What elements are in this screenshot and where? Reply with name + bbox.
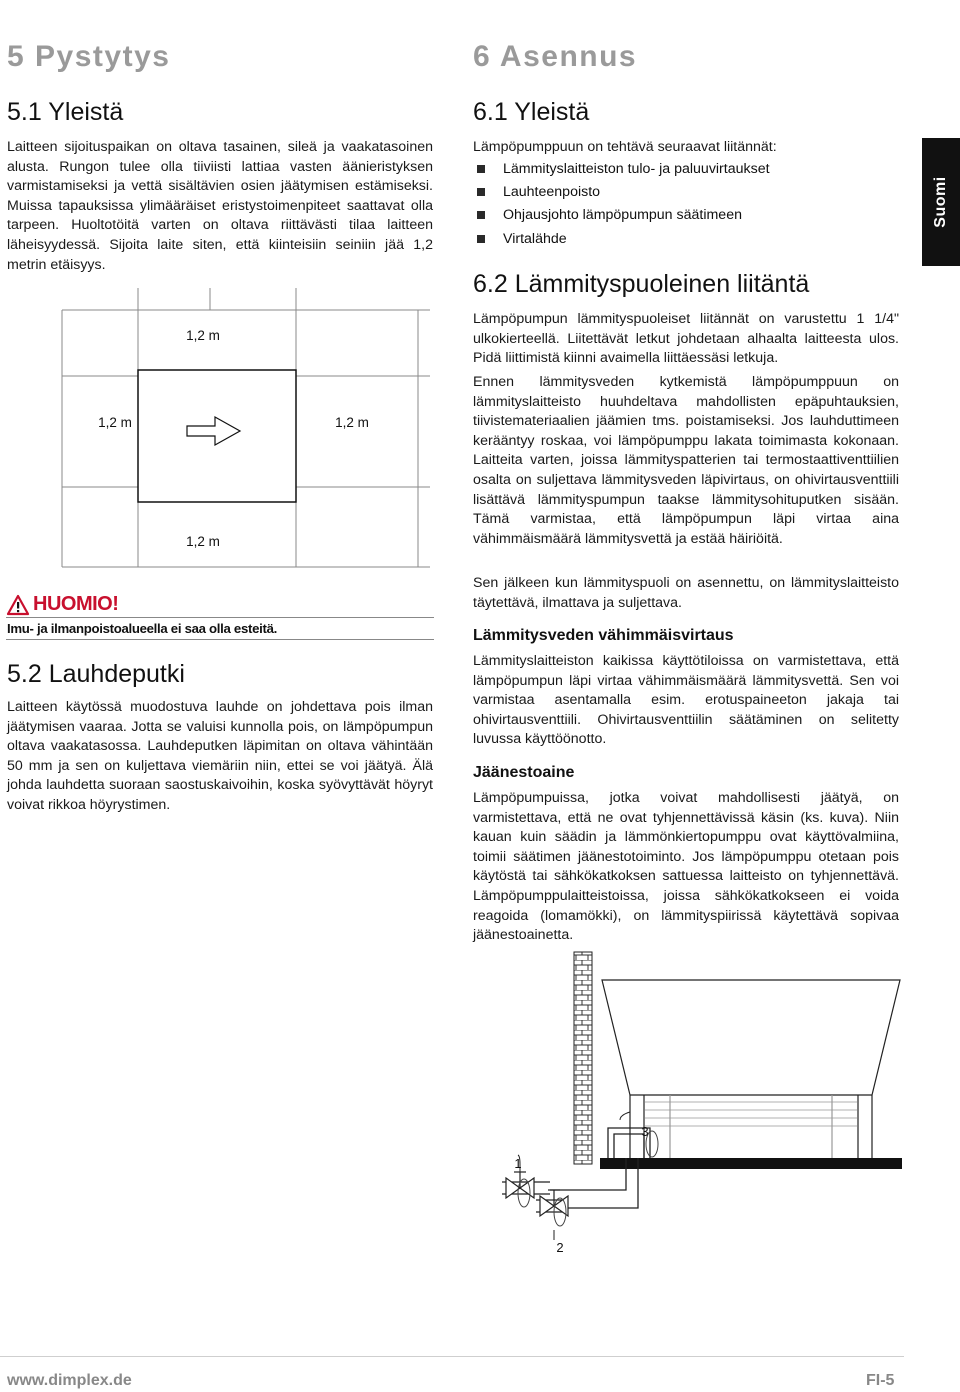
section-6-2-paragraph-1: Lämpöpumpun lämmityspuoleiset liitännät on varustettu 1 1/4" ulkokierteellä. Liitettävät letkut johdetaan alhaalta laitteesta ulos. Pidä liittimistä kiinni avaimella liittäessäsi letkuja. [473,311,899,367]
base-frame [600,1158,902,1169]
clearance-top-label: 1,2 m [186,328,220,343]
section-6-1-title: 6.1 Yleistä [473,98,590,126]
clearance-right-label: 1,2 m [335,415,369,430]
evaporator-fins [645,1102,857,1126]
warning-divider-bottom [6,639,434,640]
list-item: Lauhteenpoisto [473,181,903,204]
section-6-2-title: 6.2 Lämmityspuoleinen liitäntä [473,270,810,298]
min-flow-title: Lämmitysveden vähimmäisvirtaus [473,627,734,644]
footer-divider [0,1356,904,1357]
connection-list [473,158,903,251]
section-5-2-title: 5.2 Lauhdeputki [7,660,185,688]
clearance-bottom-label: 1,2 m [186,534,220,549]
section-6-2-paragraph-3: Sen jälkeen kun lämmityspuoli on asennettu, on lämmityslaitteisto täytettävä, ilmattava ja suljettava. [473,575,899,611]
callout-1: 1 [514,1156,522,1171]
section-5-2-text: Laitteen käytössä muodostuva lauhde on johdettava pois ilman jäätymisen vaaraa. Jotta se valuisi kunnolla pois, on lämpöpumpun oltava vaakatasossa. Lauhdeputken läpimitan on oltava vähintään 50 mm ja sen on kuljettava viemäriin niin, ettei se voi jäätyä. Älä johda lauhdetta suoraan saostuskaivoihin, koska syövyttävät höyryt voivat rikkoa höyrystimen. [7,699,433,813]
section-5-1-text: Laitteen sijoituspaikan on oltava tasainen, sileä ja vaakatasoinen alusta. Rungon tulee olla tiiviisti lattiaa vasten äänieristyksen varmistamiseksi ja vettä sisältävien osien jäätymisen estämiseksi. Muissa tapauksissa ylimääräiset eristystoimenpiteet saattavat olla tarpeen. Huoltotöitä varten on oltava riittävästi tilaa laitteen läheisyydessä. Sijoita laite siten, että kiinteisiin seiniin jää 1,2 metrin etäisyys. [7,139,433,273]
footer-url: www.dimplex.de [7,1372,132,1389]
bullet-square-icon [477,188,485,196]
warning-icon [6,594,30,616]
bullet-square-icon [477,165,485,173]
warning-divider [6,617,434,618]
min-flow-text: Lämmityslaitteiston kaikissa käyttötiloissa on varmistettava, että lämpöpumpun läpi virtaa vähimmäismäärä lämmitysvettä. Sen voi varmistaa asentamalla esim. erotuspaineeton jakaja tai ohivirtausventtiili. Ohivirtausventtiilin säätäminen on selitetty luvussa käyttöönotto. [473,653,899,748]
language-tab-label: Suomi [932,176,949,228]
list-item: Lämmityslaitteiston tulo- ja paluuvirtaukset [473,158,903,181]
callout-2: 2 [556,1240,564,1255]
clearance-left-label: 1,2 m [98,415,132,430]
section-6-2-paragraph-2: Ennen lämmitysveden kytkemistä lämpöpumppuun on lämmityslaitteisto huuhdeltava mahdollisten epäpuhtauksien, tiivistemateriaalien jäämien tms. poistamiseksi. Jos lauhduttimeen kerääntyy roskaa, voi lämpöpumppu lakata toimimasta kokonaan. Laitteita varten, joissa lämmityspatterien tai termostaattiventtiilien osalta on suljettava lämmitysveden läpivirtaus, on ohivirtausventtiili lisättävä lämmityspumpun taakse lämmitysohituputken sisään. Tämä varmistaa, että lämpöpumpun läpi virtaa aina vähimmäismäärä lämmitysvettä ja estää häiriöitä. [473,374,899,547]
warning-text: Imu- ja ilmanpoistoalueella ei saa olla esteitä. [7,621,277,636]
list-item: Virtalähde [473,228,903,251]
section-5-1-title: 5.1 Yleistä [7,98,124,126]
antifreeze-title: Jäänestoaine [473,764,575,781]
bullet-square-icon [477,211,485,219]
section-5-title: 5 Pystytys [7,40,171,73]
callout-3: 3 [641,1124,649,1139]
wall-icon [574,952,592,1164]
section-6-title: 6 Asennus [473,40,638,73]
section-6-1-intro: Lämpöpumppuun on tehtävä seuraavat liitännät: [473,139,777,155]
page-number: FI-5 [866,1372,895,1389]
language-tab [922,138,960,266]
list-item: Ohjausjohto lämpöpumpun säätimeen [473,204,903,227]
antifreeze-text: Lämpöpumpuissa, jotka voivat mahdollisesti jäätyä, on varmistettava, että ne ovat tyhjennettävissä käsin (ks. kuva). Niin kauan kuin säädin ja lämmönkiertopumppu ovat käyttövalmiina, toimii säätimen jäänestotoiminto. Jos lämpöpumppu otetaan pois käytöstä tai sähkökatkoksen sattuessa laitteisto on tyhjennettävä. Lämpöpumppulaitteistoissa, joissa sähkökatkokseen ei voida reagoida (lomamökki), on lämmityspiirissä käytettävä sopivaa jäänestoainetta. [473,790,899,944]
drain-illustration [480,950,930,1260]
bullet-square-icon [477,235,485,243]
clearance-diagram [0,280,450,596]
warning-title: HUOMIO! [33,593,119,615]
